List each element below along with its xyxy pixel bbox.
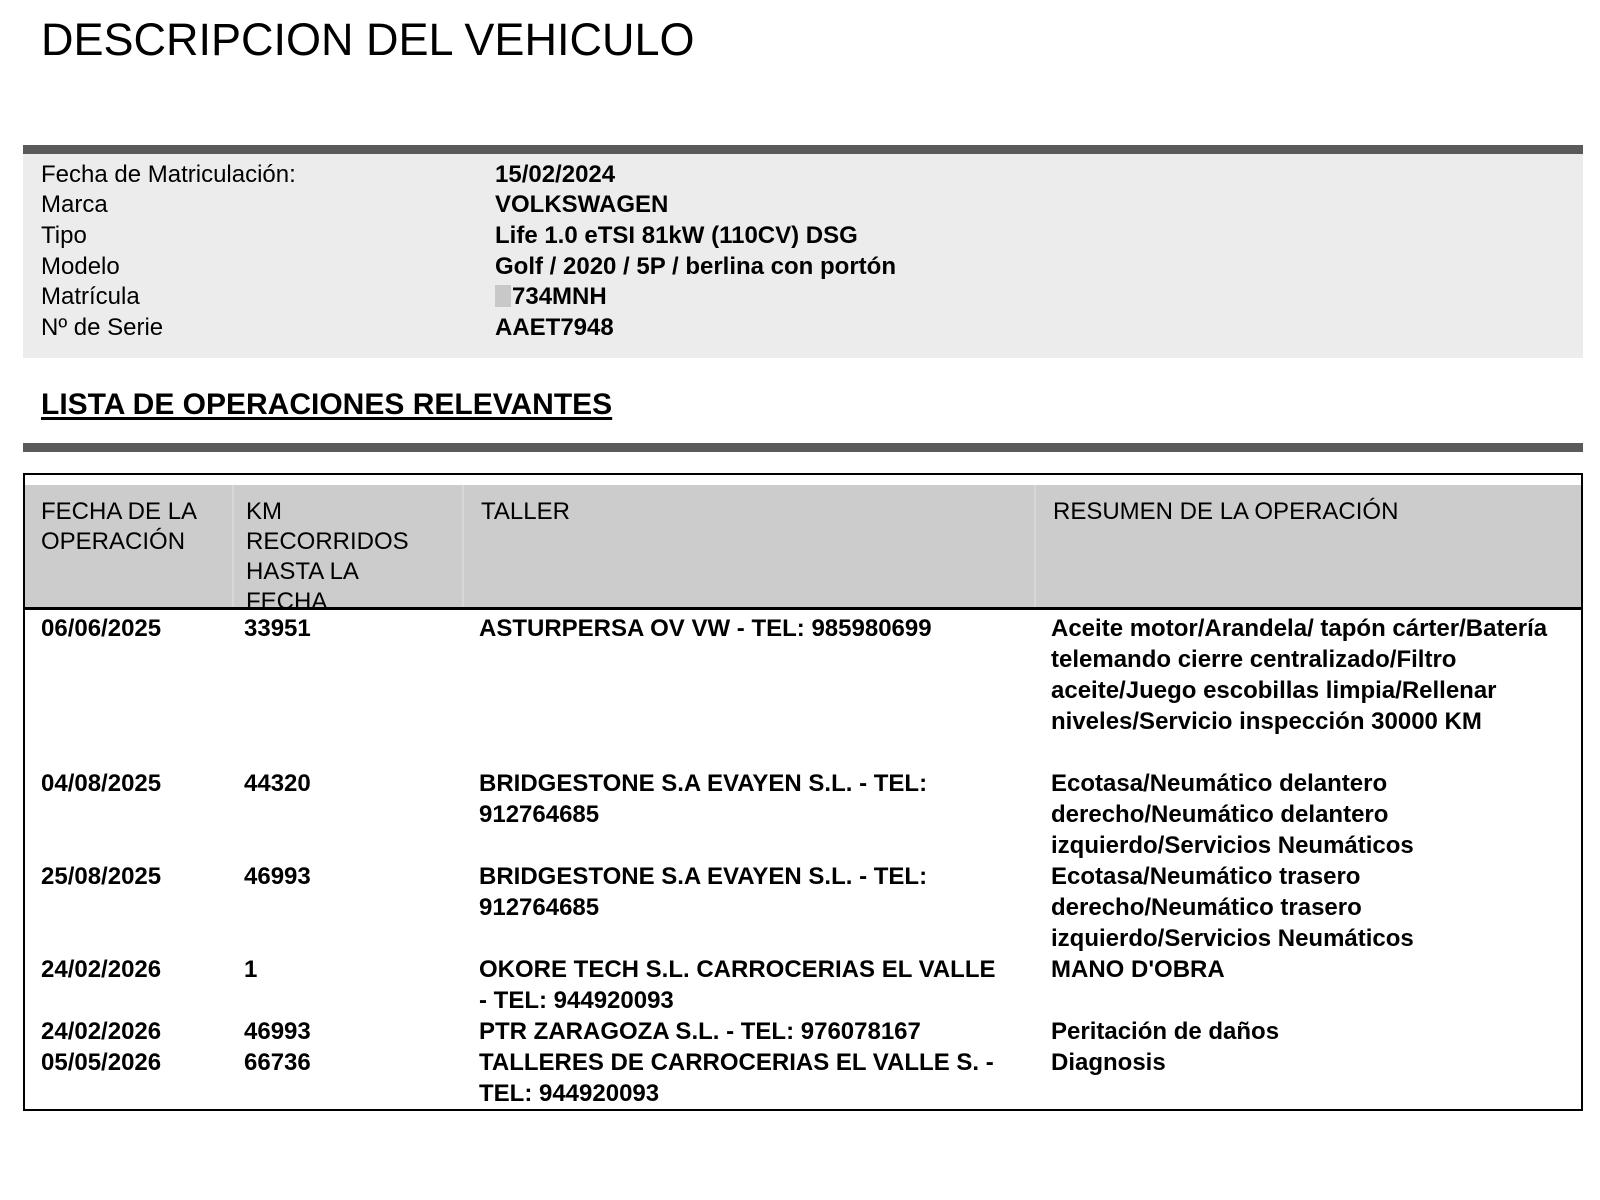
field-value: Golf / 2020 / 5P / berlina con portón: [495, 253, 896, 280]
divider: [23, 443, 1583, 452]
cell-date: 04/08/2025: [41, 770, 162, 797]
column-header-date: FECHA DE LA OPERACIÓN: [41, 498, 198, 555]
cell-summary: Peritación de daños: [1051, 1018, 1280, 1045]
cell-km: 33951: [244, 615, 311, 642]
table-row: [25, 1016, 1581, 1047]
column-header-km: KM RECORRIDOS HASTA LA FECHA: [232, 485, 460, 607]
cell-workshop: ASTURPERSA OV VW - TEL: 985980699: [479, 615, 932, 642]
field-value: VOLKSWAGEN: [495, 191, 669, 218]
cell-summary: Aceite motor/Arandela/ tapón cárter/Batería telemando cierre centralizado/Filtro aceite/Juego escobillas limpia/Rellenar niveles/Servicio inspección 30000 KM: [1051, 615, 1548, 735]
vehicle-details: [23, 154, 1583, 358]
field-label: Modelo: [41, 253, 120, 280]
divider: [23, 145, 1583, 154]
table-header: [25, 485, 1581, 615]
field-label: Nº de Serie: [41, 314, 164, 341]
cell-km: 44320: [244, 770, 311, 797]
cell-km: 46993: [244, 863, 311, 890]
section-title: LISTA DE OPERACIONES RELEVANTES: [41, 388, 613, 421]
cell-summary: Ecotasa/Neumático delantero derecho/Neumático delantero izquierdo/Servicios Neumáticos: [1051, 770, 1414, 859]
cell-summary: Diagnosis: [1051, 1049, 1166, 1076]
plate-number: 734MNH: [512, 283, 607, 310]
cell-km: 66736: [244, 1049, 311, 1076]
cell-workshop: BRIDGESTONE S.A EVAYEN S.L. - TEL: 912764685: [479, 863, 928, 921]
cell-date: 05/05/2026: [41, 1049, 162, 1076]
operations-table: [23, 473, 1583, 1111]
table-row: [25, 954, 1581, 1016]
cell-workshop: TALLERES DE CARROCERIAS EL VALLE S. - TEL: 944920093: [479, 1049, 994, 1107]
redaction-mask: [495, 285, 511, 307]
table-row: [25, 861, 1581, 954]
cell-date: 06/06/2025: [41, 615, 162, 642]
cell-workshop: PTR ZARAGOZA S.L. - TEL: 976078167: [479, 1018, 921, 1045]
page-title: DESCRIPCION DEL VEHICULO: [41, 14, 695, 65]
cell-summary: Ecotasa/Neumático trasero derecho/Neumático trasero izquierdo/Servicios Neumáticos: [1051, 863, 1414, 952]
cell-km: 1: [244, 956, 258, 983]
field-label: Tipo: [41, 222, 87, 249]
cell-date: 24/02/2026: [41, 956, 162, 983]
field-label: Marca: [41, 191, 108, 218]
cell-date: 25/08/2025: [41, 863, 162, 890]
cell-workshop: OKORE TECH S.L. CARROCERIAS EL VALLE - TEL: 944920093: [479, 956, 996, 1014]
cell-km: 46993: [244, 1018, 311, 1045]
cell-date: 24/02/2026: [41, 1018, 162, 1045]
field-label: Fecha de Matriculación:: [41, 161, 296, 188]
field-value: Life 1.0 eTSI 81kW (110CV) DSG: [495, 222, 858, 249]
cell-workshop: BRIDGESTONE S.A EVAYEN S.L. - TEL: 912764685: [479, 770, 928, 828]
field-value: 15/02/2024: [495, 161, 616, 188]
field-value: [495, 281, 607, 312]
column-header-summary: RESUMEN DE LA OPERACIÓN: [1034, 485, 1581, 607]
field-label: Matrícula: [41, 283, 140, 310]
table-row: [25, 1047, 1581, 1109]
field-value: AAET7948: [495, 314, 614, 341]
table-row: [25, 613, 1581, 768]
column-header-workshop: TALLER: [462, 485, 1032, 607]
table-body: [25, 613, 1581, 1109]
cell-summary: MANO D'OBRA: [1051, 956, 1225, 983]
table-row: [25, 768, 1581, 861]
